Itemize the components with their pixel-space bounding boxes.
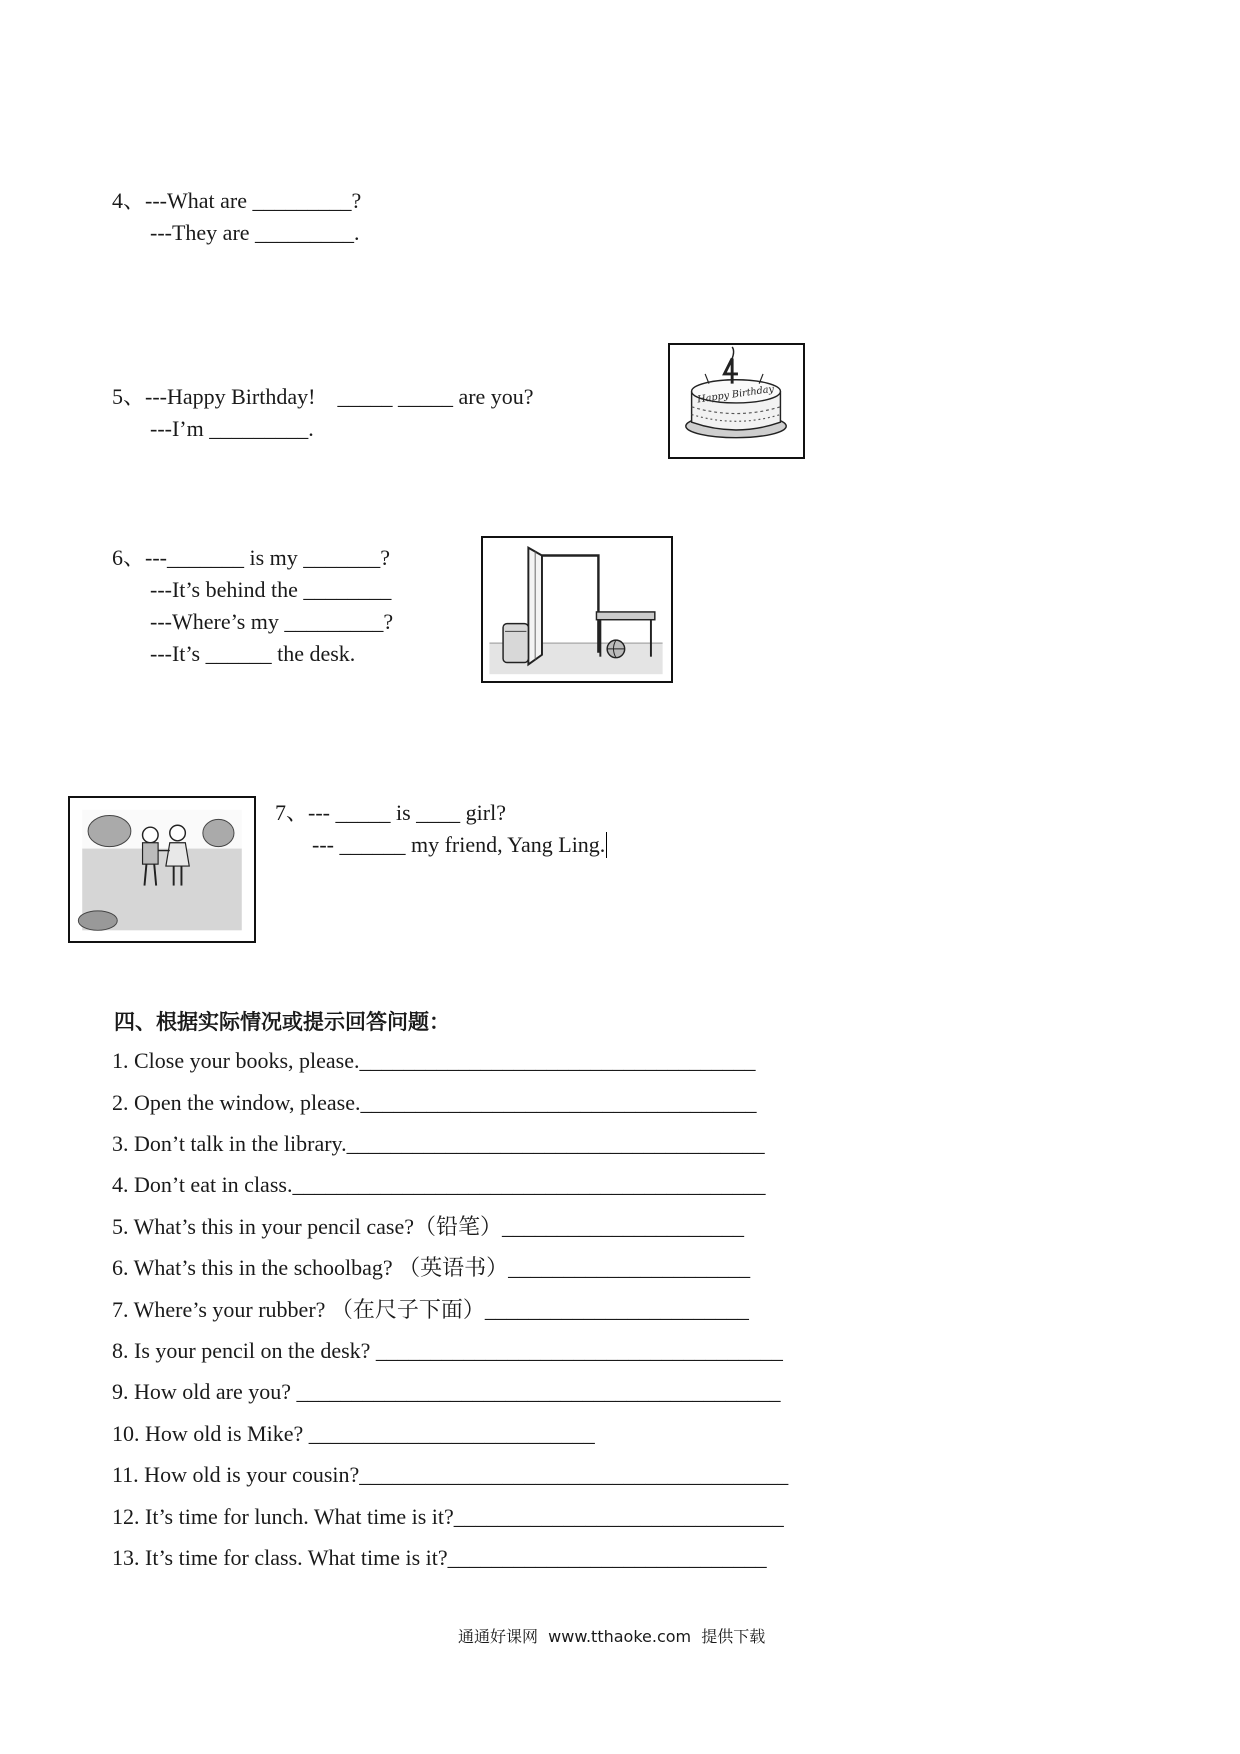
section4-heading: 四、根据实际情况或提示回答问题：	[114, 1010, 450, 1034]
q6-line-1: 6、---_______ is my _______?	[112, 545, 391, 570]
q6-line-3: ---Where’s my _________?	[150, 609, 394, 634]
q7-line-2-wrap	[312, 832, 607, 858]
children-image	[68, 796, 256, 943]
birthday-cake-icon	[670, 345, 803, 457]
answer-item-1: 1. Close your books, please.____________________________________	[112, 1048, 756, 1073]
q4-line-2: ---They are _________.	[150, 220, 360, 245]
answer-item-11: 11. How old is your cousin?_______________________________________	[112, 1462, 789, 1487]
two-children-park-icon	[70, 798, 254, 941]
door-desk-ball-icon	[483, 538, 671, 681]
answer-item-3: 3. Don’t talk in the library.______________________________________	[112, 1131, 765, 1156]
q7-line-1: 7、--- _____ is ____ girl?	[275, 800, 506, 825]
answer-item-4: 4. Don’t eat in class.___________________________________________	[112, 1172, 766, 1197]
cake-text: Happy Birthday	[696, 383, 775, 406]
answer-item-2: 2. Open the window, please.____________________________________	[112, 1090, 757, 1115]
birthday-cake-image	[668, 343, 805, 459]
answer-item-10: 10. How old is Mike? __________________________	[112, 1421, 595, 1446]
answer-item-12: 12. It’s time for lunch. What time is it?______________________________	[112, 1504, 784, 1529]
q6-line-4: ---It’s ______ the desk.	[150, 641, 356, 666]
footer-text: 通通好课网 www.tthaoke.com 提供下载	[458, 1627, 766, 1646]
answer-item-8: 8. Is your pencil on the desk? _____________________________________	[112, 1338, 783, 1363]
answer-item-9: 9. How old are you? ____________________________________________	[112, 1379, 781, 1404]
door-desk-image	[481, 536, 673, 683]
q5-line-2: ---I’m _________.	[150, 416, 314, 441]
q7-line-2: --- ______ my friend, Yang Ling.	[312, 832, 606, 857]
answer-item-13: 13. It’s time for class. What time is it?_____________________________	[112, 1545, 767, 1570]
q4-line-1: 4、---What are _________?	[112, 188, 362, 213]
q5-line-1: 5、---Happy Birthday! _____ _____ are you?	[112, 384, 534, 409]
text-cursor	[606, 832, 607, 858]
answer-item-5: 5. What’s this in your pencil case?（铅笔）______________________	[112, 1214, 745, 1239]
q6-line-2: ---It’s behind the ________	[150, 577, 392, 602]
answer-item-6: 6. What’s this in the schoolbag? （英语书）______________________	[112, 1255, 751, 1280]
answer-item-7: 7. Where’s your rubber? （在尺子下面）________________________	[112, 1297, 749, 1322]
